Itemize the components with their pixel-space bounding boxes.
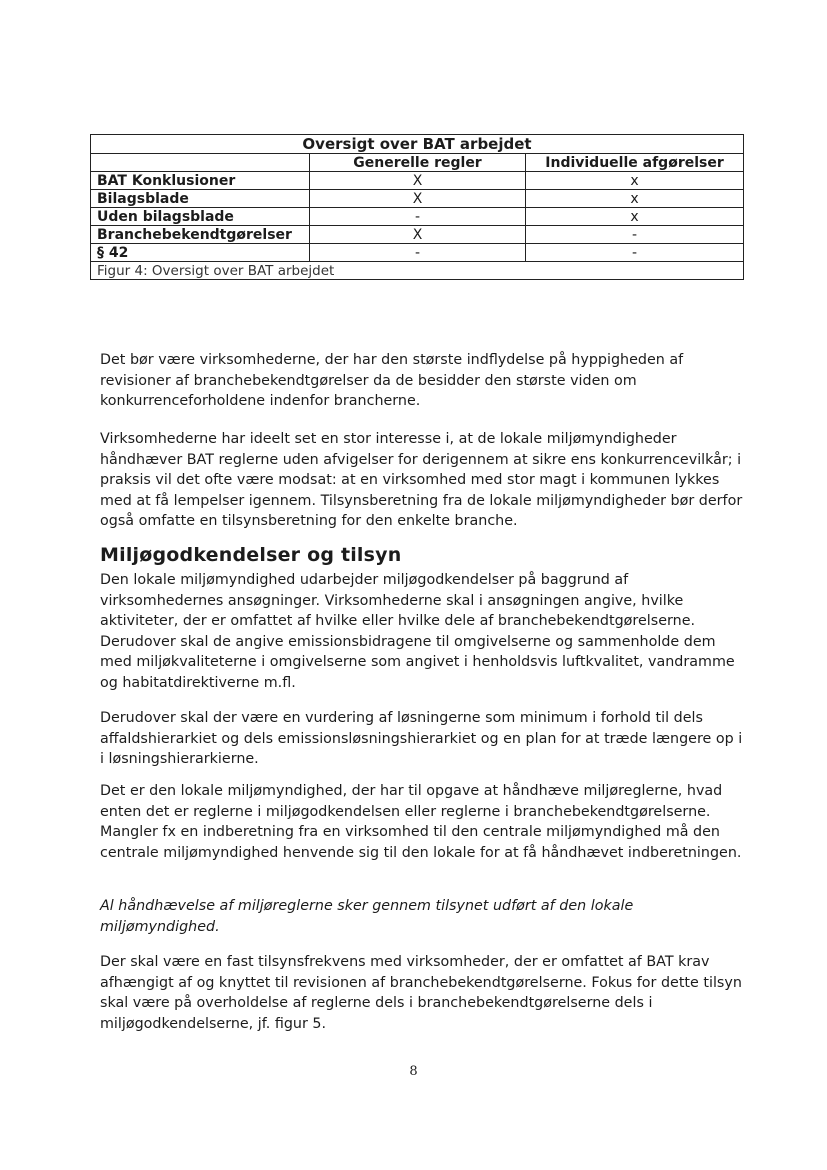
table-corner-cell xyxy=(91,154,310,172)
row-label: Branchebekendtgørelser xyxy=(91,226,310,244)
row-label: BAT Konklusioner xyxy=(91,172,310,190)
paragraph-text: Al håndhævelse af miljøreglerne sker gennem tilsynet udført af den lokale miljømyndighed. xyxy=(100,898,634,935)
table-header-row xyxy=(91,154,744,172)
cell-individuelle: x xyxy=(526,172,744,190)
cell-generelle: X xyxy=(310,226,526,244)
paragraph xyxy=(100,781,750,863)
cell-individuelle: - xyxy=(526,226,744,244)
paragraph xyxy=(100,429,750,532)
row-label: Uden bilagsblade xyxy=(91,208,310,226)
paragraph-text: Det er den lokale miljømyndighed, der har til opgave at håndhæve miljøreglerne, hvad enten det er reglerne i miljøgodkendelsen eller reglerne i branchebekendtgørelserne. Mangler fx en indberetning fra en virksomhed til den centrale miljømyndighed må den centrale miljømyndighed henvende sig til den lokale for at få håndhævet indberetningen. xyxy=(100,783,742,861)
table-row xyxy=(91,226,744,244)
paragraph-text: Virksomhederne har ideelt set en stor interesse i, at de lokale miljømyndigheder håndhæver BAT reglerne uden afvigelser for derigennem at sikre ens konkurrencevilkår; i praksis vil det ofte være modsat: at en virksomhed med stor magt i kommunen lykkes med at få lempelser igennem. Tilsynsberetning fra de lokale miljømyndigheder bør derfor også omfatte en tilsynsberetning for den enkelte branche. xyxy=(100,431,743,529)
column-header-individuelle: Individuelle afgørelser xyxy=(526,154,744,172)
table-caption-row xyxy=(91,262,744,280)
page-number: 8 xyxy=(409,1064,418,1079)
table-row xyxy=(91,208,744,226)
table-row xyxy=(91,190,744,208)
paragraph xyxy=(100,708,750,770)
row-label: Bilagsblade xyxy=(91,190,310,208)
paragraph-text: Det bør være virksomhederne, der har den største indflydelse på hyppigheden af revisioner af branchebekendtgørelser da de besidder den største viden om konkurrenceforholdene indenfor brancherne. xyxy=(100,352,684,409)
table-row xyxy=(91,244,744,262)
paragraph xyxy=(100,952,750,1034)
column-header-generelle: Generelle regler xyxy=(310,154,526,172)
paragraph xyxy=(100,350,750,412)
table-title-row xyxy=(91,135,744,154)
figure-caption: Figur 4: Oversigt over BAT arbejdet xyxy=(91,262,744,280)
paragraph-text: Der skal være en fast tilsynsfrekvens med virksomheder, der er omfattet af BAT krav afhængigt af og knyttet til revisionen af branchebekendtgørelserne. Fokus for dette tilsyn skal være på overholdelse af reglerne dels i branchebekendtgørelserne dels i miljøgodkendelserne, jf. figur 5. xyxy=(100,954,742,1032)
cell-individuelle: x xyxy=(526,190,744,208)
row-label: § 42 xyxy=(91,244,310,262)
cell-individuelle: x xyxy=(526,208,744,226)
section-heading: Miljøgodkendelser og tilsyn xyxy=(100,544,402,566)
cell-individuelle: - xyxy=(526,244,744,262)
cell-generelle: - xyxy=(310,244,526,262)
italic-paragraph xyxy=(100,896,750,937)
cell-generelle: X xyxy=(310,190,526,208)
table-title: Oversigt over BAT arbejdet xyxy=(91,135,744,154)
cell-generelle: - xyxy=(310,208,526,226)
table-row xyxy=(91,172,744,190)
paragraph-text: Den lokale miljømyndighed udarbejder miljøgodkendelser på baggrund af virksomhedernes ansøgninger. Virksomhederne skal i ansøgningen angive, hvilke aktiviteter, der er omfattet af hvilke eller hvilke dele af branchebekendtgørelserne. Derudover skal de angive emissionsbidragene til omgivelserne og sammenholde dem med miljøkvaliteterne i omgivelserne som angivet i henholdsvis luftkvalitet, vandramme og habitatdirektiverne m.fl. xyxy=(100,572,735,691)
bat-overview-table xyxy=(90,134,744,280)
paragraph-text: Derudover skal der være en vurdering af løsningerne som minimum i forhold til dels affaldshierarkiet og dels emissionsløsningshierarkiet og en plan for at træde længere op i i løsningshierarkierne. xyxy=(100,710,743,767)
cell-generelle: X xyxy=(310,172,526,190)
paragraph xyxy=(100,570,750,693)
